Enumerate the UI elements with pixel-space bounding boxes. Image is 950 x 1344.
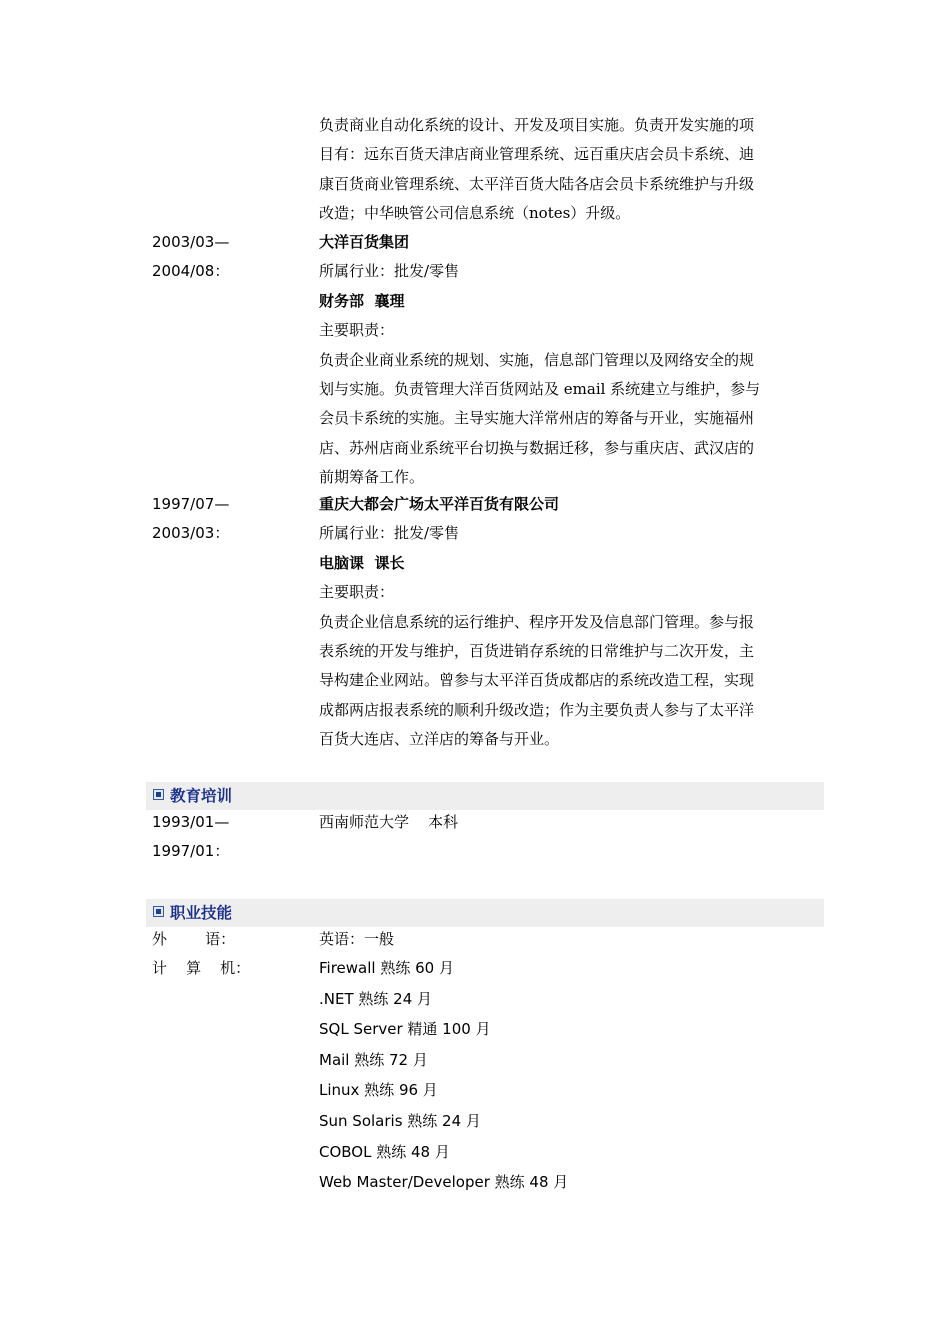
education-section-header — [146, 782, 824, 810]
text-line: 百货大连店、立洋店的筹备与开业。 — [319, 730, 560, 749]
company-name: 大洋百货集团 — [319, 233, 410, 251]
skill-item: Web Master/Developer 熟练 48 月 — [319, 1173, 569, 1191]
text-line: 划与实施。负责管理大洋百货网站及 email 系统建立与维护，参与 — [319, 380, 761, 399]
text-line: 成都两店报表系统的顺利升级改造；作为主要负责人参与了太平洋 — [319, 700, 755, 719]
duty-label: 主要职责： — [319, 321, 395, 340]
section-title: 教育培训 — [170, 787, 233, 805]
language-value: 英语：一般 — [319, 930, 395, 948]
duty-text — [319, 608, 815, 755]
skill-item: Sun Solaris 熟练 24 月 — [319, 1112, 481, 1130]
education-date — [152, 808, 312, 866]
text-line: 改造；中华映管公司信息系统（notes）升级。 — [319, 204, 631, 223]
date-start: 2003/03— — [152, 233, 230, 251]
position: 电脑课 课长 — [319, 553, 405, 572]
school-name: 西南师范大学 本科 — [319, 813, 459, 831]
date-start: 1993/01— — [152, 813, 230, 831]
industry: 所属行业：批发/零售 — [319, 262, 460, 281]
skill-item: COBOL 熟练 48 月 — [319, 1143, 450, 1161]
skill-item: .NET 熟练 24 月 — [319, 990, 433, 1008]
skill-item: Mail 熟练 72 月 — [319, 1051, 428, 1069]
skill-item: SQL Server 精通 100 月 — [319, 1020, 491, 1038]
text-line: 店、苏州店商业系统平台切换与数据迁移，参与重庆店、武汉店的 — [319, 438, 755, 457]
duty-text — [319, 346, 815, 493]
date-end: 2003/03： — [152, 524, 230, 542]
date-start: 1997/07— — [152, 495, 230, 513]
job-details — [319, 490, 815, 755]
section-image-icon — [153, 906, 164, 917]
text-line: 表系统的开发与维护，百货进销存系统的日常维护与二次开发，主 — [319, 642, 755, 661]
skills-section-header — [146, 899, 824, 927]
skill-item: Firewall 熟练 60 月 — [319, 959, 454, 977]
text-line: 负责商业自动化系统的设计、开发及项目实施。负责开发实施的项 — [319, 116, 755, 134]
job-date — [152, 490, 312, 548]
text-line: 目有：远东百货天津店商业管理系统、远百重庆店会员卡系统、迪 — [319, 145, 755, 164]
previous-job-duty-text — [319, 111, 815, 229]
text-line: 会员卡系统的实施。主导实施大洋常州店的筹备与开业，实施福州 — [319, 409, 755, 428]
job-details — [319, 228, 815, 493]
text-line: 康百货商业管理系统、太平洋百货大陆各店会员卡系统维护与升级 — [319, 174, 755, 193]
computer-label: 计 算 机： — [152, 959, 251, 977]
company-name: 重庆大都会广场太平洋百货有限公司 — [319, 495, 560, 513]
text-line: 负责企业信息系统的运行维护、程序开发及信息部门管理。参与报 — [319, 612, 755, 631]
duty-label: 主要职责： — [319, 583, 395, 602]
text-line: 负责企业商业系统的规划、实施，信息部门管理以及网络安全的规 — [319, 350, 755, 369]
section-title: 职业技能 — [170, 904, 233, 922]
date-end: 1997/01： — [152, 842, 230, 860]
date-end: 2004/08： — [152, 262, 230, 280]
language-label: 外 语： — [152, 930, 236, 948]
position: 财务部 襄理 — [319, 291, 405, 310]
skill-item: Linux 熟练 96 月 — [319, 1081, 438, 1099]
job-date — [152, 228, 312, 286]
text-line: 导构建企业网站。曾参与太平洋百货成都店的系统改造工程，实现 — [319, 671, 755, 690]
text-line: 前期筹备工作。 — [319, 468, 425, 487]
section-image-icon — [153, 789, 164, 800]
industry: 所属行业：批发/零售 — [319, 524, 460, 543]
